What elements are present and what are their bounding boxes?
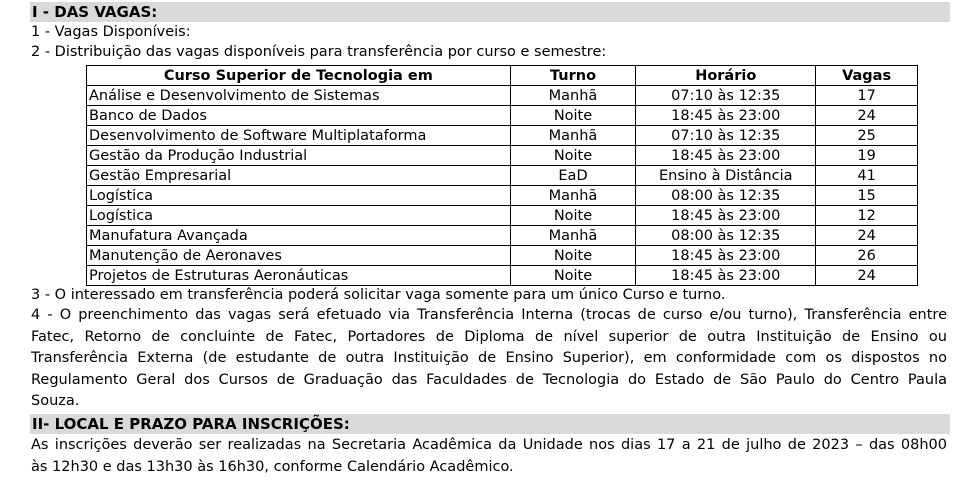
item-3-text: 3 - O interessado em transferência poderá solicitar vaga somente para um único Curso e turno. bbox=[31, 287, 726, 303]
cell-curso: Manutenção de Aeronaves bbox=[87, 246, 511, 266]
cell-horario: 18:45 às 23:00 bbox=[636, 106, 816, 126]
vagas-table bbox=[86, 65, 918, 286]
cell-vagas: 17 bbox=[816, 86, 918, 106]
cell-vagas: 24 bbox=[816, 106, 918, 126]
cell-turno: Noite bbox=[510, 146, 636, 166]
table-row bbox=[87, 86, 918, 106]
cell-horario: 18:45 às 23:00 bbox=[636, 246, 816, 266]
item-1-text: 1 - Vagas Disponíveis: bbox=[31, 24, 191, 40]
cell-vagas: 41 bbox=[816, 166, 918, 186]
cell-turno: Noite bbox=[510, 246, 636, 266]
item-4-line: Regulamento Geral dos Cursos de Graduação das Faculdades de Tecnologia do Estado de São Paulo do Centro Paula bbox=[31, 371, 947, 388]
cell-turno: Manhã bbox=[510, 186, 636, 206]
cell-horario: 18:45 às 23:00 bbox=[636, 266, 816, 286]
cell-horario: 18:45 às 23:00 bbox=[636, 206, 816, 226]
cell-curso: Logística bbox=[87, 206, 511, 226]
table-row bbox=[87, 206, 918, 226]
cell-horario: 08:00 às 12:35 bbox=[636, 186, 816, 206]
table-row bbox=[87, 226, 918, 246]
item-4-paragraph bbox=[31, 305, 947, 413]
cell-vagas: 26 bbox=[816, 246, 918, 266]
cell-turno: Noite bbox=[510, 106, 636, 126]
cell-vagas: 15 bbox=[816, 186, 918, 206]
cell-turno: Manhã bbox=[510, 86, 636, 106]
header-curso: Curso Superior de Tecnologia em bbox=[87, 66, 511, 86]
cell-curso: Banco de Dados bbox=[87, 106, 511, 126]
cell-horario: 07:10 às 12:35 bbox=[636, 86, 816, 106]
section-2-line: As inscrições deverão ser realizadas na Secretaria Acadêmica da Unidade nos dias 17 a 21 de julho de 2023 – das 08h00 bbox=[31, 437, 947, 453]
cell-curso: Análise e Desenvolvimento de Sistemas bbox=[87, 86, 511, 106]
cell-curso: Desenvolvimento de Software Multiplataforma bbox=[87, 126, 511, 146]
section-2-title: II- LOCAL E PRAZO PARA INSCRIÇÕES: bbox=[30, 414, 950, 434]
section-1-title: I - DAS VAGAS: bbox=[30, 2, 950, 22]
table-row bbox=[87, 166, 918, 186]
table-row bbox=[87, 106, 918, 126]
item-4-line: Transferência Externa (de estudante de outra Instituição de Ensino Superior), em conformidade com os dispostos no bbox=[31, 350, 947, 366]
cell-horario: 18:45 às 23:00 bbox=[636, 146, 816, 166]
table-row bbox=[87, 146, 918, 166]
item-4-line: Souza. bbox=[31, 393, 80, 409]
cell-horario: 08:00 às 12:35 bbox=[636, 226, 816, 246]
cell-turno: Manhã bbox=[510, 226, 636, 246]
cell-vagas: 19 bbox=[816, 146, 918, 166]
cell-vagas: 25 bbox=[816, 126, 918, 146]
cell-turno: Noite bbox=[510, 206, 636, 226]
cell-vagas: 24 bbox=[816, 266, 918, 286]
cell-vagas: 24 bbox=[816, 226, 918, 246]
cell-horario: Ensino à Distância bbox=[636, 166, 816, 186]
cell-curso: Gestão Empresarial bbox=[87, 166, 511, 186]
table-row bbox=[87, 186, 918, 206]
header-turno: Turno bbox=[510, 66, 636, 86]
table-row bbox=[87, 266, 918, 286]
cell-curso: Gestão da Produção Industrial bbox=[87, 146, 511, 166]
cell-curso: Projetos de Estruturas Aeronáuticas bbox=[87, 266, 511, 286]
cell-turno: Noite bbox=[510, 266, 636, 286]
item-4-line: Fatec, Retorno de concluinte de Fatec, Portadores de Diploma de nível superior de outra Instituição de Ensino ou bbox=[31, 328, 947, 345]
cell-vagas: 12 bbox=[816, 206, 918, 226]
table-header-row bbox=[87, 66, 918, 86]
cell-curso: Logística bbox=[87, 186, 511, 206]
item-2-text: 2 - Distribuição das vagas disponíveis para transferência por curso e semestre: bbox=[31, 44, 607, 60]
cell-turno: EaD bbox=[510, 166, 636, 186]
table-row bbox=[87, 246, 918, 266]
section-2-paragraph bbox=[31, 435, 947, 478]
section-2-line: às 12h30 e das 13h30 às 16h30, conforme Calendário Acadêmico. bbox=[31, 458, 514, 475]
table-row bbox=[87, 126, 918, 146]
cell-turno: Manhã bbox=[510, 126, 636, 146]
cell-horario: 07:10 às 12:35 bbox=[636, 126, 816, 146]
cell-curso: Manufatura Avançada bbox=[87, 226, 511, 246]
item-4-line: 4 - O preenchimento das vagas será efetuado via Transferência Interna (trocas de curso e/ou turno), Transferência entre bbox=[31, 307, 947, 323]
header-vagas: Vagas bbox=[816, 66, 918, 86]
header-horario: Horário bbox=[636, 66, 816, 86]
